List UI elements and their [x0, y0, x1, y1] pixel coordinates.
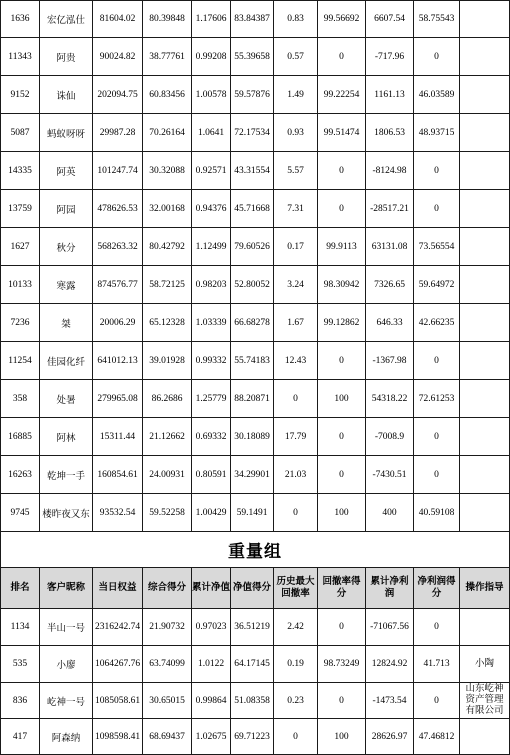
equity-cell: 202094.75 [93, 76, 143, 113]
max-drawdown-cell: 7.31 [274, 190, 318, 227]
composite-score-cell: 58.72125 [143, 266, 192, 303]
equity-cell: 1098598.41 [93, 719, 143, 754]
nav-score-cell: 30.18089 [231, 418, 274, 455]
table-row [0, 719, 510, 755]
table-row [0, 304, 510, 342]
profit-score-cell: 0 [414, 190, 460, 227]
drawdown-score-cell: 0 [318, 609, 366, 645]
nickname-cell: 寒露 [40, 266, 93, 303]
nickname-cell: 蚂蚁呀呀 [40, 114, 93, 151]
nickname-cell: 处暑 [40, 380, 93, 417]
guidance-cell [460, 646, 510, 682]
max-drawdown-cell: 17.79 [274, 418, 318, 455]
column-header-guidance-text: 操作指导 [465, 582, 504, 594]
column-header-rank [0, 568, 40, 608]
nav-cell: 0.94376 [192, 190, 231, 227]
nav-score-cell: 69.71223 [231, 719, 274, 754]
composite-score-cell: 39.01928 [143, 342, 192, 379]
guidance-cell [460, 76, 510, 113]
column-header-max-drawdown-text: 历史最大回撤率 [276, 576, 315, 599]
nav-score-cell: 79.60526 [231, 228, 274, 265]
drawdown-score-cell: 0 [318, 38, 366, 75]
net-profit-cell: 63131.08 [366, 228, 414, 265]
equity-cell: 93532.54 [93, 494, 143, 531]
nav-score-cell: 64.17145 [231, 646, 274, 682]
table-row [0, 683, 510, 719]
net-profit-cell: 1806.53 [366, 114, 414, 151]
rank-cell: 11254 [0, 342, 40, 379]
drawdown-score-cell: 99.22254 [318, 76, 366, 113]
equity-cell: 101247.74 [93, 152, 143, 189]
max-drawdown-cell: 0 [274, 719, 318, 754]
rank-cell: 16263 [0, 456, 40, 493]
profit-score-cell: 58.75543 [414, 1, 460, 37]
equity-cell: 874576.77 [93, 266, 143, 303]
table-row [0, 76, 510, 114]
equity-cell: 160854.61 [93, 456, 143, 493]
table-row [0, 152, 510, 190]
drawdown-score-cell: 0 [318, 190, 366, 227]
column-header-nickname [40, 568, 93, 608]
column-header-drawdown-score-text: 回撤率得分 [322, 576, 361, 599]
equity-cell: 20006.29 [93, 304, 143, 341]
rank-cell: 358 [0, 380, 40, 417]
nickname-cell: 乾坤一手 [40, 456, 93, 493]
net-profit-cell: -28517.21 [366, 190, 414, 227]
net-profit-cell: 400 [366, 494, 414, 531]
equity-cell: 1064267.76 [93, 646, 143, 682]
nickname-cell: 阿英 [40, 152, 93, 189]
drawdown-score-cell: 99.56692 [318, 1, 366, 37]
equity-cell: 29987.28 [93, 114, 143, 151]
table-row [0, 494, 510, 532]
net-profit-cell: -717.96 [366, 38, 414, 75]
column-header-net-profit [366, 568, 414, 608]
nav-cell: 1.00429 [192, 494, 231, 531]
profit-score-cell: 0 [414, 418, 460, 455]
nav-score-cell: 59.1491 [231, 494, 274, 531]
profit-score-cell: 0 [414, 683, 460, 718]
profit-score-cell: 47.46812 [414, 719, 460, 754]
nav-score-cell: 36.51219 [231, 609, 274, 645]
nickname-cell: 楼昨夜又东 [40, 494, 93, 531]
composite-score-cell: 63.74099 [143, 646, 192, 682]
table-row [0, 342, 510, 380]
nav-score-cell: 43.31554 [231, 152, 274, 189]
net-profit-cell: -7430.51 [366, 456, 414, 493]
guidance-cell [460, 152, 510, 189]
rank-cell: 1636 [0, 1, 40, 37]
column-header-guidance [460, 568, 510, 608]
guidance-text: 山东屹神资产管理有限公司 [465, 684, 504, 716]
group-title-row [0, 532, 510, 568]
max-drawdown-cell: 0.17 [274, 228, 318, 265]
nav-score-cell: 83.84387 [231, 1, 274, 37]
max-drawdown-cell: 0.23 [274, 683, 318, 718]
table-row [0, 228, 510, 266]
profit-score-cell: 46.03589 [414, 76, 460, 113]
nickname-cell: 屹神一号 [40, 683, 93, 718]
column-header-nav-text: 累计净值 [192, 582, 231, 594]
nav-score-cell: 45.71668 [231, 190, 274, 227]
composite-score-cell: 21.90732 [143, 609, 192, 645]
nav-cell: 0.98203 [192, 266, 231, 303]
nickname-cell: 阿园 [40, 190, 93, 227]
rank-cell: 417 [0, 719, 40, 754]
equity-cell: 1085058.61 [93, 683, 143, 718]
profit-score-cell: 42.66235 [414, 304, 460, 341]
max-drawdown-cell: 5.57 [274, 152, 318, 189]
max-drawdown-cell: 21.03 [274, 456, 318, 493]
nav-cell: 0.99208 [192, 38, 231, 75]
nickname-cell: 桀 [40, 304, 93, 341]
drawdown-score-cell: 98.30942 [318, 266, 366, 303]
guidance-cell [460, 380, 510, 417]
nav-score-cell: 51.08358 [231, 683, 274, 718]
max-drawdown-cell: 0 [274, 380, 318, 417]
rank-cell: 1627 [0, 228, 40, 265]
net-profit-cell: -1473.54 [366, 683, 414, 718]
drawdown-score-cell: 100 [318, 380, 366, 417]
composite-score-cell: 68.69437 [143, 719, 192, 754]
nav-cell: 1.0122 [192, 646, 231, 682]
table-row [0, 380, 510, 418]
guidance-cell [460, 38, 510, 75]
nav-cell: 1.03339 [192, 304, 231, 341]
profit-score-cell: 0 [414, 342, 460, 379]
nav-cell: 0.92571 [192, 152, 231, 189]
column-header-nav [192, 568, 231, 608]
rank-cell: 13759 [0, 190, 40, 227]
profit-score-cell: 40.59108 [414, 494, 460, 531]
equity-cell: 568263.32 [93, 228, 143, 265]
column-header-equity [93, 568, 143, 608]
nav-cell: 1.0641 [192, 114, 231, 151]
nav-score-cell: 66.68278 [231, 304, 274, 341]
table-row [0, 266, 510, 304]
nav-cell: 1.25779 [192, 380, 231, 417]
nickname-cell: 秋分 [40, 228, 93, 265]
guidance-text: 小陶 [474, 658, 494, 669]
max-drawdown-cell: 0.93 [274, 114, 318, 151]
profit-score-cell: 0 [414, 456, 460, 493]
net-profit-cell: -71067.56 [366, 609, 414, 645]
table-row [0, 646, 510, 683]
net-profit-cell: -8124.98 [366, 152, 414, 189]
column-header-composite-score-text: 综合得分 [147, 582, 186, 594]
equity-cell: 90024.82 [93, 38, 143, 75]
net-profit-cell: 1161.13 [366, 76, 414, 113]
composite-score-cell: 59.52258 [143, 494, 192, 531]
nickname-cell: 半山一号 [40, 609, 93, 645]
equity-cell: 478626.53 [93, 190, 143, 227]
guidance-cell [460, 342, 510, 379]
composite-score-cell: 38.77761 [143, 38, 192, 75]
table-row [0, 609, 510, 646]
max-drawdown-cell: 2.42 [274, 609, 318, 645]
rank-cell: 5087 [0, 114, 40, 151]
net-profit-cell: 646.33 [366, 304, 414, 341]
nickname-cell: 阿贵 [40, 38, 93, 75]
max-drawdown-cell: 0 [274, 494, 318, 531]
guidance-cell [460, 114, 510, 151]
nav-cell: 0.99864 [192, 683, 231, 718]
composite-score-cell: 70.26164 [143, 114, 192, 151]
composite-score-cell: 30.65015 [143, 683, 192, 718]
drawdown-score-cell: 0 [318, 342, 366, 379]
max-drawdown-cell: 1.49 [274, 76, 318, 113]
nav-cell: 1.02675 [192, 719, 231, 754]
guidance-cell [460, 719, 510, 754]
nav-score-cell: 55.39658 [231, 38, 274, 75]
guidance-cell [460, 456, 510, 493]
profit-score-cell: 41.713 [414, 646, 460, 682]
table-row [0, 190, 510, 228]
max-drawdown-cell: 1.67 [274, 304, 318, 341]
drawdown-score-cell: 98.73249 [318, 646, 366, 682]
composite-score-cell: 80.42792 [143, 228, 192, 265]
composite-score-cell: 80.39848 [143, 1, 192, 37]
drawdown-score-cell: 100 [318, 719, 366, 754]
equity-cell: 15311.44 [93, 418, 143, 455]
net-profit-cell: 7326.65 [366, 266, 414, 303]
composite-score-cell: 65.12328 [143, 304, 192, 341]
composite-score-cell: 60.83456 [143, 76, 192, 113]
guidance-cell [460, 1, 510, 37]
max-drawdown-cell: 0.57 [274, 38, 318, 75]
column-header-drawdown-score [318, 568, 366, 608]
drawdown-score-cell: 0 [318, 152, 366, 189]
nav-cell: 0.80591 [192, 456, 231, 493]
column-header-equity-text: 当日权益 [98, 582, 137, 594]
nav-score-cell: 52.80052 [231, 266, 274, 303]
composite-score-cell: 86.2686 [143, 380, 192, 417]
guidance-cell [460, 304, 510, 341]
nav-score-cell: 59.57876 [231, 76, 274, 113]
net-profit-cell: 54318.22 [366, 380, 414, 417]
net-profit-cell: -1367.98 [366, 342, 414, 379]
equity-cell: 641012.13 [93, 342, 143, 379]
profit-score-cell: 0 [414, 152, 460, 189]
composite-score-cell: 32.00168 [143, 190, 192, 227]
guidance-cell [460, 228, 510, 265]
drawdown-score-cell: 99.51474 [318, 114, 366, 151]
rank-cell: 836 [0, 683, 40, 718]
rank-cell: 14335 [0, 152, 40, 189]
table-row [0, 0, 510, 38]
profit-score-cell: 72.61253 [414, 380, 460, 417]
nickname-cell: 阿森纳 [40, 719, 93, 754]
profit-score-cell: 59.64972 [414, 266, 460, 303]
max-drawdown-cell: 0.83 [274, 1, 318, 37]
rank-cell: 10133 [0, 266, 40, 303]
table-row [0, 456, 510, 494]
nav-score-cell: 34.29901 [231, 456, 274, 493]
nav-cell: 1.17606 [192, 1, 231, 37]
column-header-row [0, 568, 510, 609]
rank-cell: 1134 [0, 609, 40, 645]
equity-cell: 279965.08 [93, 380, 143, 417]
guidance-cell [460, 266, 510, 303]
guidance-cell [460, 418, 510, 455]
equity-cell: 2316242.74 [93, 609, 143, 645]
nickname-cell: 佳园化纤 [40, 342, 93, 379]
group-title: 重量组 [228, 542, 282, 562]
table-row [0, 114, 510, 152]
drawdown-score-cell: 0 [318, 456, 366, 493]
guidance-cell [460, 190, 510, 227]
nickname-cell: 诛仙 [40, 76, 93, 113]
equity-cell: 81604.02 [93, 1, 143, 37]
column-header-composite-score [143, 568, 192, 608]
column-header-rank-text: 排名 [10, 582, 30, 594]
drawdown-score-cell: 100 [318, 494, 366, 531]
profit-score-cell: 73.56554 [414, 228, 460, 265]
guidance-cell [460, 683, 510, 718]
column-header-profit-score [414, 568, 460, 608]
rank-cell: 9152 [0, 76, 40, 113]
net-profit-cell: -7008.9 [366, 418, 414, 455]
max-drawdown-cell: 12.43 [274, 342, 318, 379]
nav-cell: 1.00578 [192, 76, 231, 113]
nav-score-cell: 55.74183 [231, 342, 274, 379]
table-row [0, 418, 510, 456]
column-header-nickname-text: 客户昵称 [46, 582, 85, 594]
nav-cell: 0.97023 [192, 609, 231, 645]
profit-score-cell: 0 [414, 38, 460, 75]
nickname-cell: 阿林 [40, 418, 93, 455]
drawdown-score-cell: 0 [318, 418, 366, 455]
table-row [0, 38, 510, 76]
drawdown-score-cell: 0 [318, 683, 366, 718]
max-drawdown-cell: 3.24 [274, 266, 318, 303]
nickname-cell: 小廖 [40, 646, 93, 682]
nav-cell: 1.12499 [192, 228, 231, 265]
rank-cell: 9745 [0, 494, 40, 531]
rank-cell: 11343 [0, 38, 40, 75]
drawdown-score-cell: 99.12862 [318, 304, 366, 341]
column-header-max-drawdown [274, 568, 318, 608]
composite-score-cell: 21.12662 [143, 418, 192, 455]
column-header-profit-score-text: 净利润得分 [417, 576, 456, 599]
nav-cell: 0.99332 [192, 342, 231, 379]
guidance-cell [460, 609, 510, 645]
profit-score-cell: 48.93715 [414, 114, 460, 151]
nickname-cell: 宏亿泓仕 [40, 1, 93, 37]
net-profit-cell: 6607.54 [366, 1, 414, 37]
rank-cell: 16885 [0, 418, 40, 455]
column-header-nav-score [231, 568, 274, 608]
guidance-cell [460, 494, 510, 531]
composite-score-cell: 30.32088 [143, 152, 192, 189]
net-profit-cell: 12824.92 [366, 646, 414, 682]
column-header-nav-score-text: 净值得分 [232, 582, 271, 594]
nav-score-cell: 88.20871 [231, 380, 274, 417]
composite-score-cell: 24.00931 [143, 456, 192, 493]
nav-cell: 0.69332 [192, 418, 231, 455]
rank-cell: 535 [0, 646, 40, 682]
rank-cell: 7236 [0, 304, 40, 341]
column-header-net-profit-text: 累计净利润 [370, 576, 409, 599]
profit-score-cell: 0 [414, 609, 460, 645]
drawdown-score-cell: 99.9113 [318, 228, 366, 265]
max-drawdown-cell: 0.19 [274, 646, 318, 682]
net-profit-cell: 28626.97 [366, 719, 414, 754]
nav-score-cell: 72.17534 [231, 114, 274, 151]
